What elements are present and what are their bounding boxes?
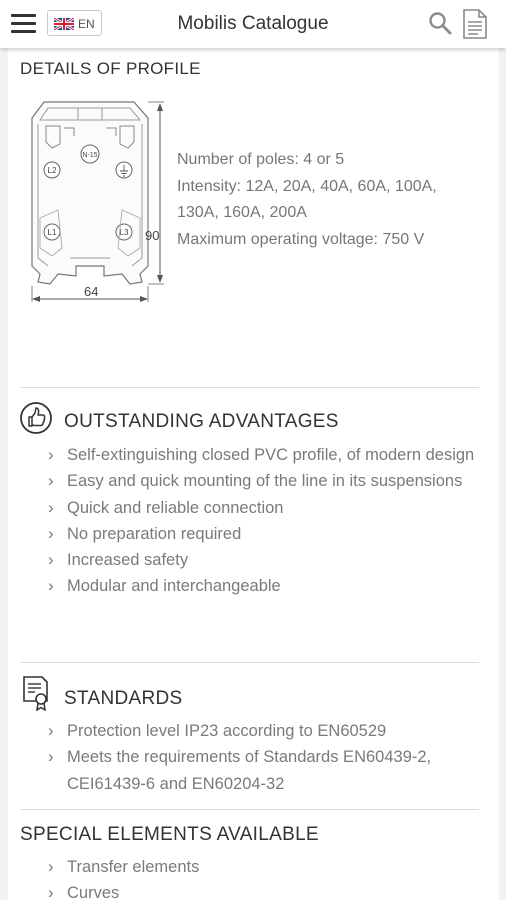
menu-icon[interactable] bbox=[11, 14, 36, 34]
special-list bbox=[48, 854, 488, 900]
list-item: › Increased safety bbox=[48, 547, 488, 573]
list-item: › Curves bbox=[48, 880, 488, 900]
list-item: › Protection level IP23 according to EN60529 bbox=[48, 718, 488, 744]
content-card bbox=[8, 48, 499, 900]
list-item: › Quick and reliable connection bbox=[48, 495, 488, 521]
slot-label-l3: L3 bbox=[119, 228, 129, 237]
thumbs-up-icon bbox=[19, 401, 53, 435]
spec-line: Number of poles: 4 or 5 bbox=[177, 151, 345, 168]
search-icon[interactable] bbox=[428, 11, 452, 35]
profile-diagram bbox=[18, 98, 178, 312]
list-item: › Self-extinguishing closed PVC profile, of modern design bbox=[48, 442, 488, 468]
language-selector[interactable] bbox=[47, 10, 102, 36]
app-bar bbox=[0, 0, 506, 48]
advantages-section-title: OUTSTANDING ADVANTAGES bbox=[64, 411, 339, 432]
divider bbox=[20, 809, 479, 810]
list-item: › Modular and interchangeable bbox=[48, 573, 488, 599]
document-icon[interactable] bbox=[462, 9, 488, 39]
list-item: › Easy and quick mounting of the line in its suspensions bbox=[48, 468, 488, 494]
width-dimension-label: 64 bbox=[84, 284, 99, 299]
profile-section-title: DETAILS OF PROFILE bbox=[20, 59, 201, 78]
page-title: Mobilis Catalogue bbox=[177, 13, 329, 34]
spec-line: 130A, 160A, 200A bbox=[177, 204, 307, 221]
uk-flag-icon bbox=[54, 18, 74, 30]
slot-label-n: N-15 bbox=[82, 152, 98, 159]
advantages-list bbox=[48, 442, 488, 600]
list-item: › No preparation required bbox=[48, 521, 488, 547]
divider bbox=[20, 387, 479, 388]
spec-line: Maximum operating voltage: 750 V bbox=[177, 230, 425, 248]
slot-label-l1: L1 bbox=[47, 228, 57, 237]
certificate-icon bbox=[22, 675, 50, 711]
standards-list bbox=[48, 718, 488, 797]
list-item: › Meets the requirements of Standards EN60439-2, CEI61439-6 and EN60204-32 bbox=[48, 744, 488, 797]
spec-line: Intensity: 12A, 20A, 40A, 60A, 100A, bbox=[177, 177, 437, 195]
height-dimension-label: 90 bbox=[145, 228, 160, 243]
profile-specs bbox=[177, 147, 487, 253]
standards-section-title: STANDARDS bbox=[64, 688, 183, 709]
slot-label-l2: L2 bbox=[47, 166, 57, 175]
language-code: EN bbox=[78, 17, 95, 31]
special-section-title: SPECIAL ELEMENTS AVAILABLE bbox=[20, 824, 319, 845]
divider bbox=[20, 662, 479, 663]
list-item: › Transfer elements bbox=[48, 854, 488, 880]
